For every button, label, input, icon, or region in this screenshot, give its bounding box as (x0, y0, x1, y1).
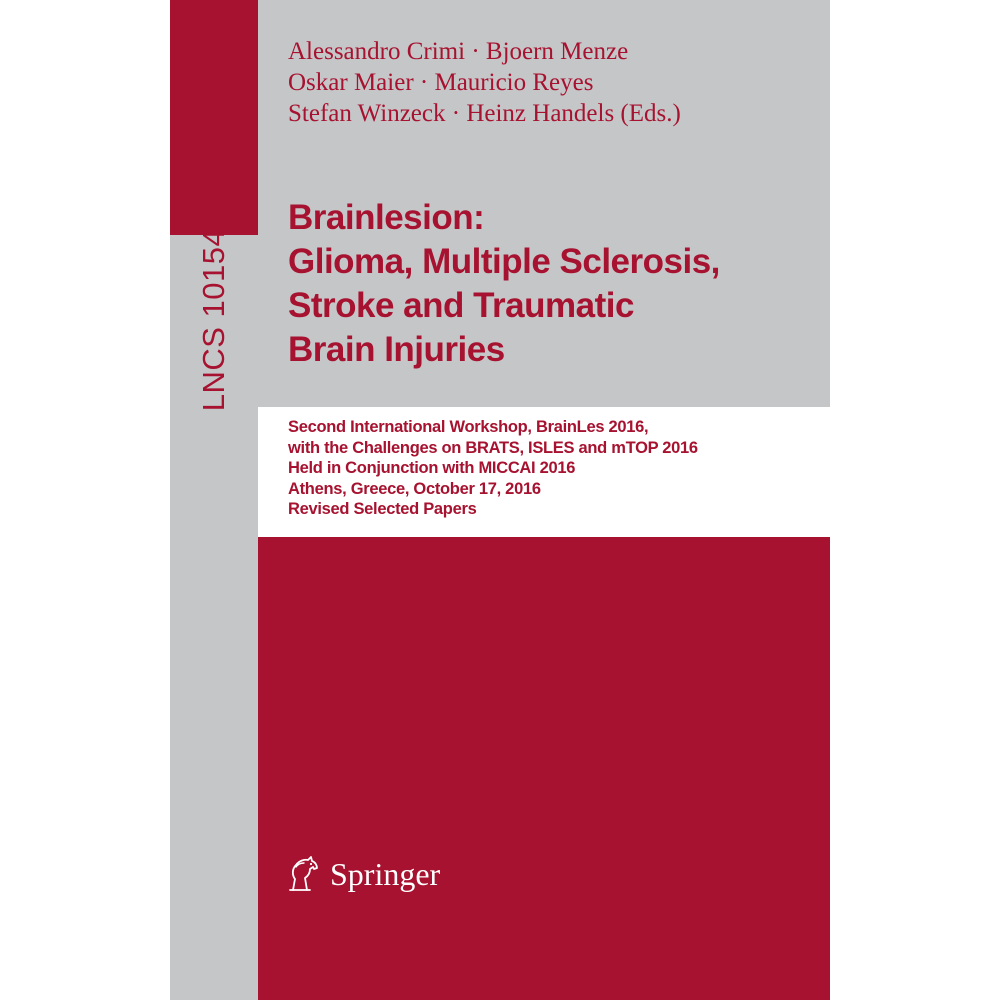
subtitle-line: with the Challenges on BRATS, ISLES and mTOP 2016 (288, 438, 698, 457)
title-panel (258, 0, 830, 407)
subtitle-line: Held in Conjunction with MICCAI 2016 (288, 459, 576, 477)
subtitle-panel (258, 407, 830, 537)
subtitle-line: Revised Selected Papers (288, 500, 477, 518)
title-line: Brainlesion: (288, 198, 485, 237)
springer-horse-icon (286, 855, 322, 893)
editors-line: Stefan Winzeck · Heinz Handels (Eds.) (288, 100, 681, 127)
subtitle-line: Second International Workshop, BrainLes 2016, (288, 418, 649, 436)
book-subtitle (288, 417, 828, 520)
title-line: Glioma, Multiple Sclerosis, (288, 242, 720, 281)
spine-accent-block (170, 0, 258, 235)
book-cover (170, 0, 830, 1000)
title-line: Brain Injuries (288, 330, 505, 369)
publisher-logo (286, 855, 440, 893)
book-title (288, 196, 818, 372)
publisher-name: Springer (330, 855, 441, 892)
bottom-panel (258, 537, 830, 1000)
editors (288, 36, 828, 129)
editors-line: Alessandro Crimi · Bjoern Menze (288, 38, 629, 65)
subtitle-line: Athens, Greece, October 17, 2016 (288, 479, 541, 498)
series-label: LNCS 10154 (196, 228, 231, 412)
title-line: Stroke and Traumatic (288, 286, 634, 325)
editors-line: Oskar Maier · Mauricio Reyes (288, 69, 594, 96)
